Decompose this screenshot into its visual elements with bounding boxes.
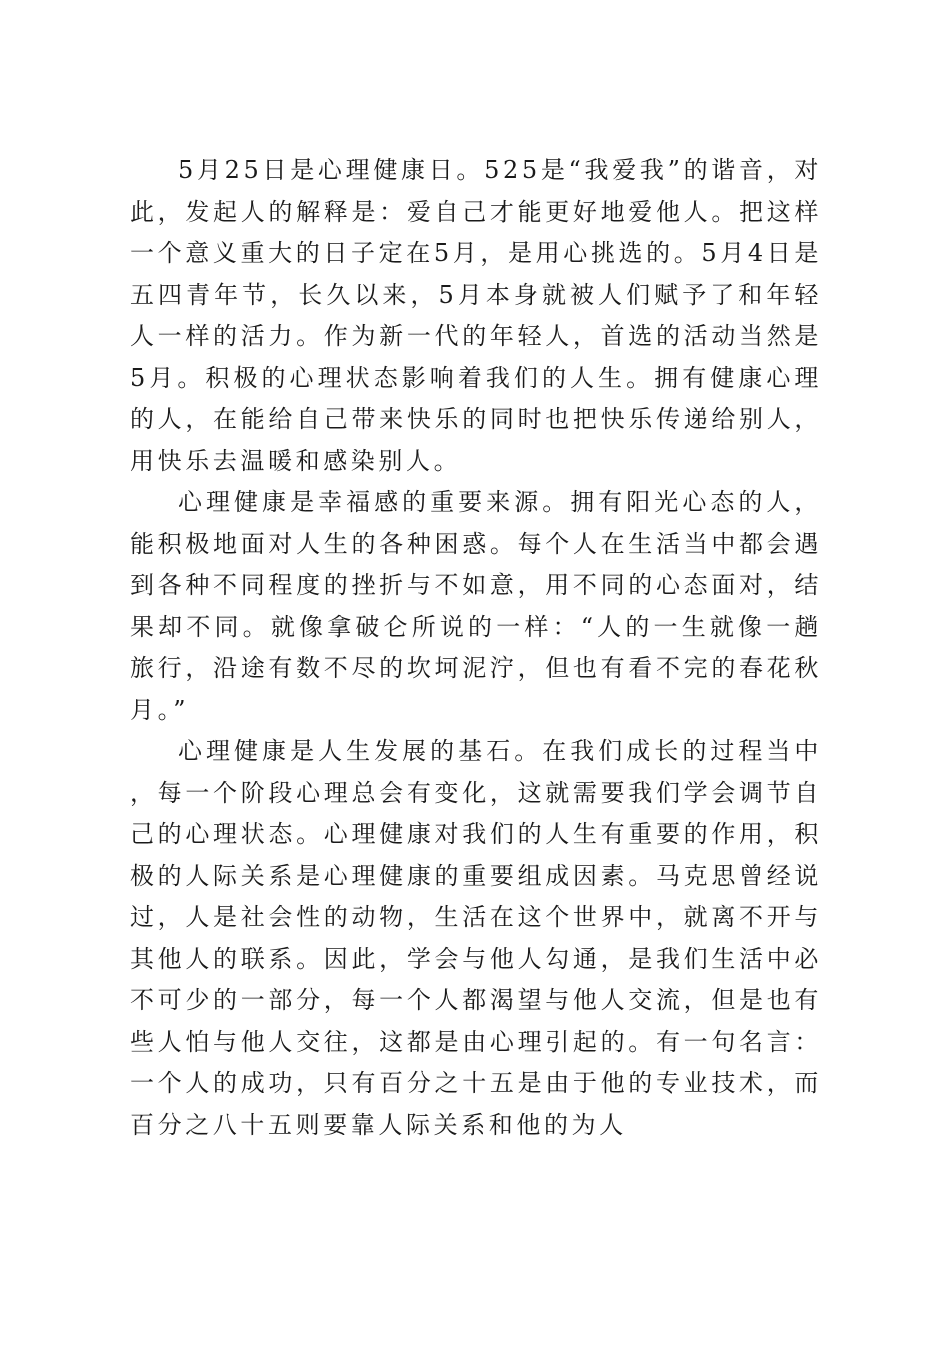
document-body: [130, 150, 822, 1146]
paragraph-life-foundation: 心理健康是人生发展的基石。在我们成长的过程当中，每一个阶段心理总会有变化，这就需要我们学会调节自己的心理状态。心理健康对我们的人生有重要的作用，积极的人际关系是心理健康的重要组成因素。马克思曾经说过，人是社会性的动物，生活在这个世界中，就离不开与其他人的联系。因此，学会与他人勾通，是我们生活中必不可少的一部分，每一个人都渴望与他人交流，但是也有些人怕与他人交往，这都是由心理引起的。有一句名言：一个人的成功，只有百分之十五是由于他的专业技术，而百分之八十五则要靠人际关系和他的为人: [130, 737, 822, 1139]
paragraph-mental-health-day: 5月25日是心理健康日。525是“我爱我”的谐音，对此，发起人的解释是：爱自己才能更好地爱他人。把这样一个意义重大的日子定在5月，是用心挑选的。5月4日是五四青年节，长久以来，5月本身就被人们赋予了和年轻人一样的活力。作为新一代的年轻人，首选的活动当然是5月。积极的心理状态影响着我们的人生。拥有健康心理的人，在能给自己带来快乐的同时也把快乐传递给别人，用快乐去温暖和感染别人。: [130, 156, 822, 475]
paragraph-happiness-source: 心理健康是幸福感的重要来源。拥有阳光心态的人，能积极地面对人生的各种困惑。每个人在生活当中都会遇到各种不同程度的挫折与不如意，用不同的心态面对，结果却不同。就像拿破仑所说的一样：“人的一生就像一趟旅行，沿途有数不尽的坎坷泥泞，但也有看不完的春花秋月。”: [130, 488, 822, 724]
